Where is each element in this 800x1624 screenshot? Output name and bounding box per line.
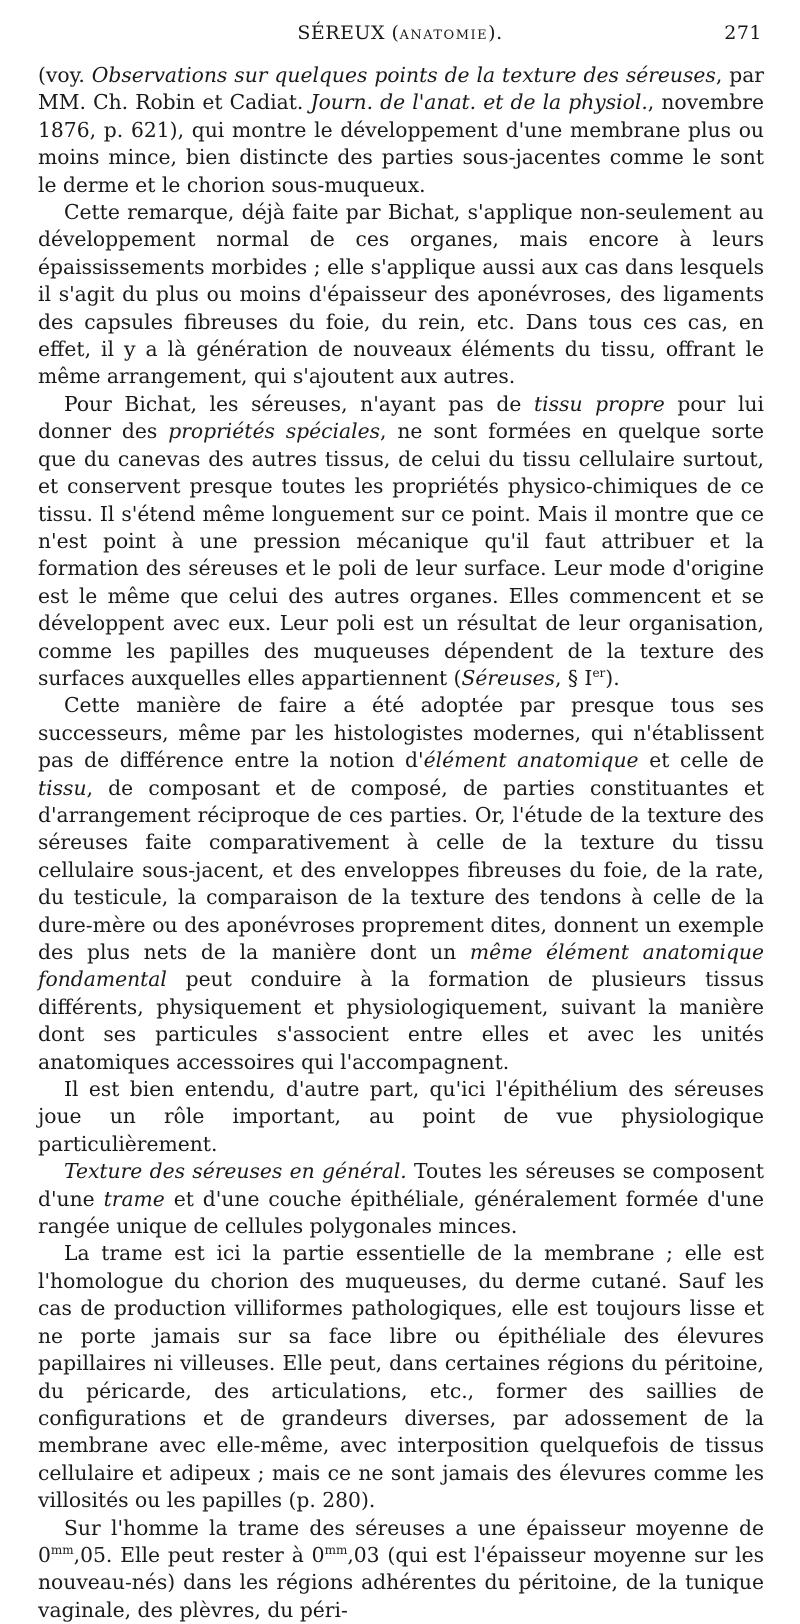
paragraph-texture-general: Texture des séreuses en général. Toutes les séreuses se composent d'une trame et d'une couche épithéliale, généralement formée d'une rangée unique de cellules polygonales minces. [38,1159,764,1239]
paragraph-continuation: (voy. Observations sur quelques points de la texture des séreuses, par MM. Ch. Robin et Cadiat. Journ. de l'anat. et de la physiol., novembre 1876, p. 621), qui montre le développement d'une membrane plus ou moins mince, bien distincte des parties sous-jacentes comme le sont le derme et le chorion sous-muqueux. [38,63,764,197]
paragraph-epithelium: Il est bien entendu, d'autre part, qu'ici l'épithélium des séreuses joue un rôle important, au point de vue physiologique particulièrement. [38,1077,764,1156]
journal-title: Journ. de l'anat. et de la physiol. [310,90,648,115]
paragraph-histologists: Cette manière de faire a été adoptée par presque tous ses successeurs, même par les histologistes modernes, qui n'établissent pas de différence entre la notion d'élément anatomique et celle de tissu, de composant et de composé, de parties constituantes et d'arrangement réciproque de ces parties. Or, l'étude de la texture des séreuses faite comparativement à celle de la texture du tissu cellulaire sous-jacent, et des enveloppes fibreuses du foie, de la rate, du testicule, la comparaison de la texture des tendons à celle de la dure-mère ou des aponévroses proprement dites, donnent un exemple des plus nets de la manière dont un même élément anatomique fondamental peut conduire à la formation de plusieurs tissus différents, physiquement et physiologiquement, suivant la manière dont ses particules s'associent entre elles et avec les unités anatomiques accessoires qui l'accompagnent. [38,693,765,1074]
running-title: SÉREUX (ANATOMIE). [297,22,503,44]
citation-title: Observations sur quelques points de la texture des séreuses [91,63,716,87]
paragraph-bichat-remark: Cette remarque, déjà faite par Bichat, s'applique non-seulement au développement normal de ces organes, mais encore à leurs épaississements morbides ; elle s'applique aussi aux cas dans lesquels il s'agit du plus ou moins d'épaisseur des aponévroses, des ligaments des capsules fibreuses du foie, du rein, etc. Dans tous ces cas, en effet, il y a là génération de nouveaux éléments du tissu, offrant le même arrangement, qui s'ajoutent aux autres. [38,200,764,389]
paragraph-trame: La trame est ici la partie essentielle de la membrane ; elle est l'homologue du chorion des muqueuses, du derme cutané. Sauf les cas de production villiformes pathologiques, elle est toujours lisse et ne porte jamais sur sa face libre ou épithéliale des élevures papillaires ni villeuses. Elle peut, dans certaines régions du péritoine, du péricarde, des articulations, etc., former des saillies de configurations et de grandeurs diverses, par adossement de la membrane avec elle-même, avec interposition quelquefois de tissus cellulaire et adipeux ; mais ce ne sont jamais des élevures comme les villosités ou les papilles (p. 280). [38,1241,764,1513]
paragraph-bichat-theory: Pour Bichat, les séreuses, n'ayant pas de tissu propre pour lui donner des propriétés spéciales, ne sont formées en quelque sorte que du canevas des autres tissus, de celui du tissu cellulaire surtout, et conservent presque toutes les propriétés physico-chimiques de ce tissu. Il s'étend même longuement sur ce point. Mais il montre que ce n'est point à une pression mécanique qu'il faut attribuer et la formation des séreuses et le poli de leur surface. Leur mode d'origine est le même que celui des autres organes. Elles commencent et se développent avec eux. Leur poli est un résultat de leur organisation, comme les papilles des muqueuses dépendent de la texture des surfaces auxquelles elles appartiennent (Séreuses, § Ier). [38,391,764,690]
page-body [38,62,764,1624]
page-number: 271 [724,22,762,44]
page-header [38,22,762,52]
paragraph-thickness: Sur l'homme la trame des séreuses a une épaisseur moyenne de $0^{mm},05$. Elle peut rester à $0^{mm},03$ (qui est l'épaisseur moyenne sur les nouveau-nés) dans les régions adhérentes du péritoine, de la tunique vaginale, des plèvres, du péri- [38,1515,764,1622]
section-heading: Texture des séreuses en général. [64,1159,407,1184]
